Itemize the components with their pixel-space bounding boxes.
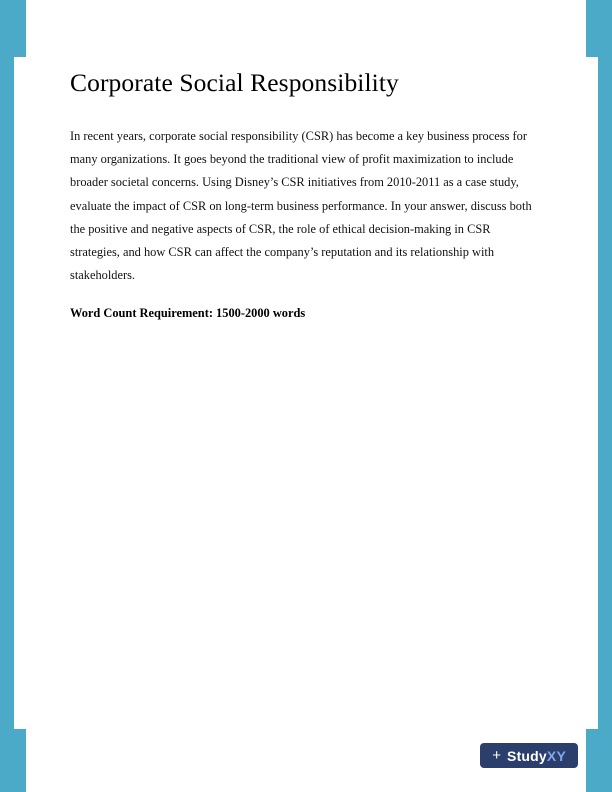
document-sheet: [37, 0, 575, 792]
decorative-left-gutter: [26, 0, 37, 792]
word-count-requirement: Word Count Requirement: 1500-2000 words: [70, 305, 306, 320]
decorative-right-gutter: [575, 0, 586, 792]
logo-word-accent: XY: [546, 747, 566, 764]
page-title: Corporate Social Responsibility: [70, 68, 399, 97]
studyxy-logo: [480, 743, 578, 768]
logo-word-primary: Study: [507, 747, 547, 764]
plus-icon: +: [492, 746, 502, 764]
decorative-left-band: [0, 0, 14, 792]
document-content: [70, 68, 540, 324]
logo-wordmark: [507, 748, 566, 764]
assignment-prompt-paragraph: In recent years, corporate social responsibility (CSR) has become a key business process for many organizations. It goes beyond the traditional view of profit maximization to include broader societal concerns. Using Disney’s CSR initiatives from 2010-2011 as a case study, evaluate the impact of CSR on long-term business performance. In your answer, discuss both the positive and negative aspects of CSR, the role of ethical decision-making in CSR strategies, and how CSR can affect the company’s reputation and its relationship with stakeholders.: [70, 128, 532, 283]
decorative-right-band: [598, 0, 612, 792]
